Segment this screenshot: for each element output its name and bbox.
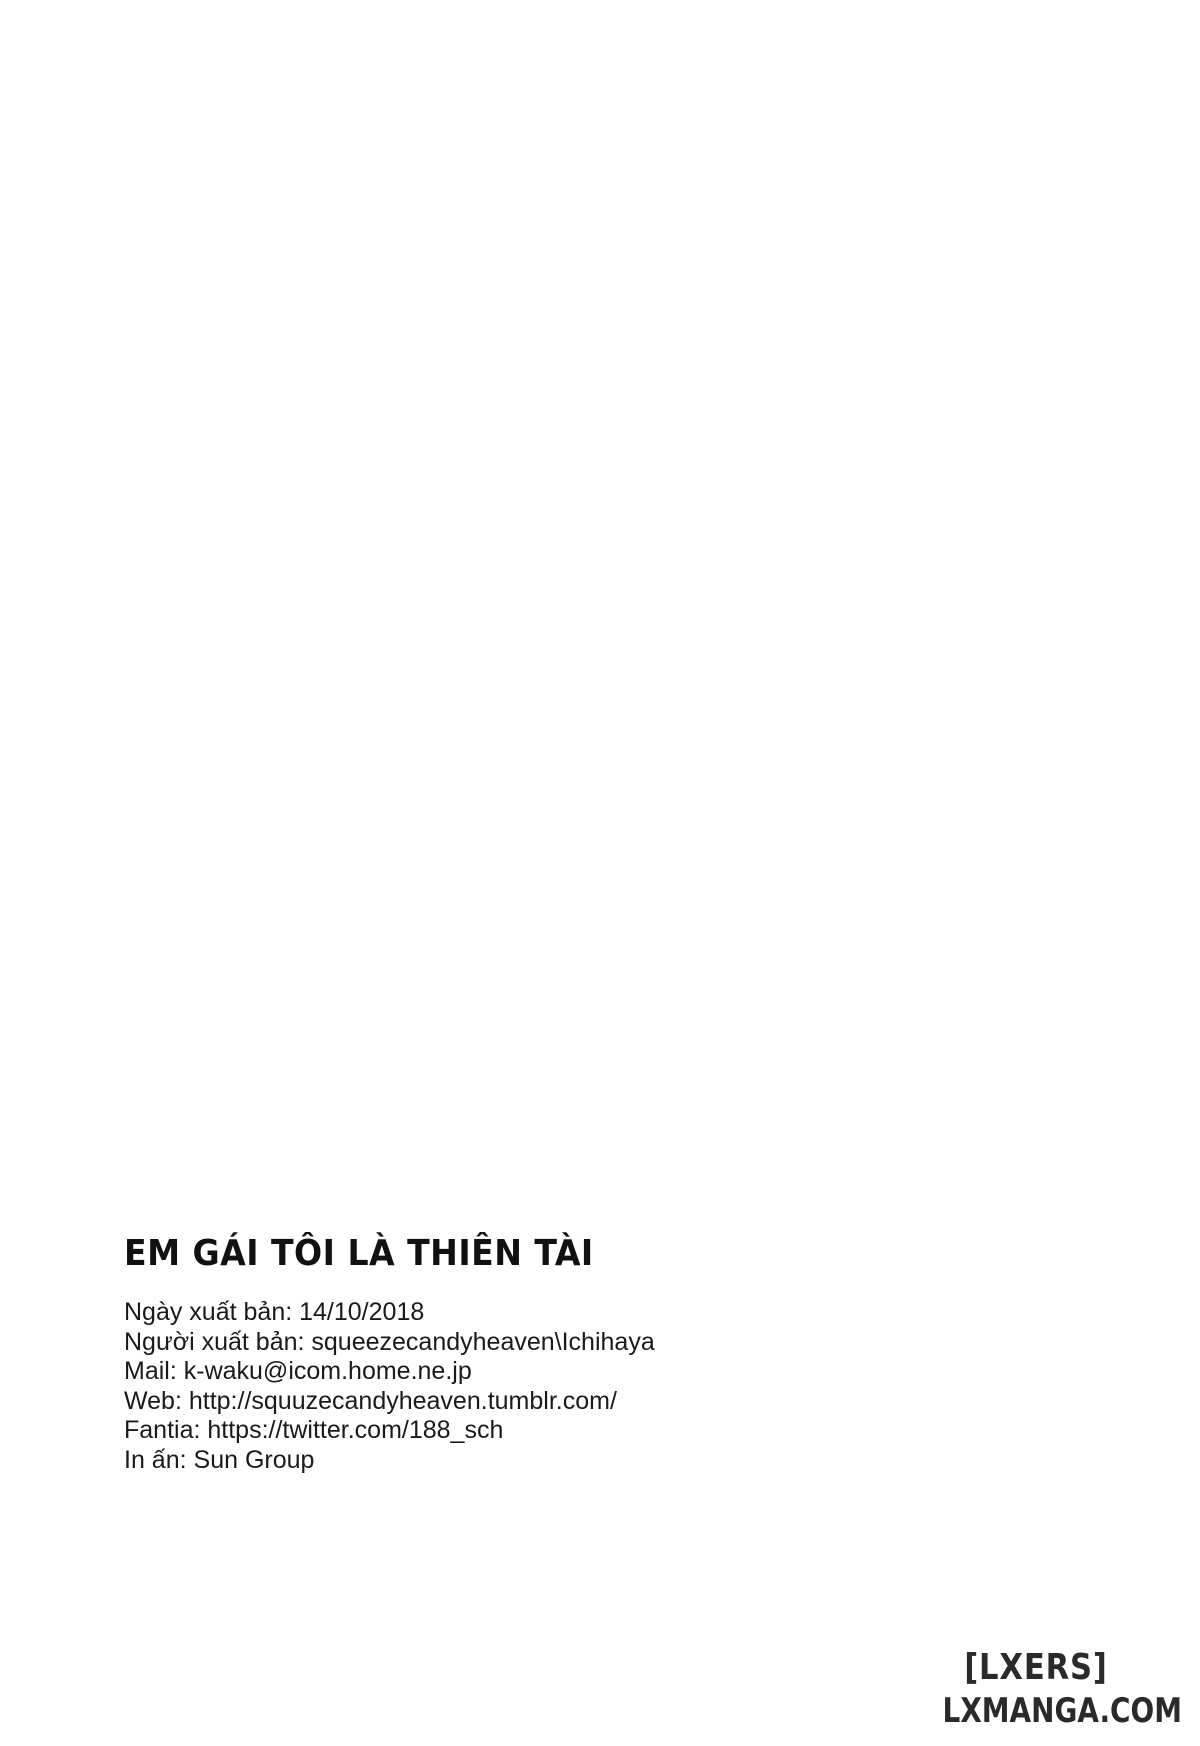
watermark-group-name: [LXERS] [964,1647,1108,1688]
colophon [124,1232,1024,1475]
publication-info-list [124,1298,1024,1475]
info-value: 14/10/2018 [299,1298,425,1326]
watermark-site-name: LXMANGA.COM [942,1691,1182,1731]
info-row-publisher: Người xuất bản: squeezecandyheaven\Ichihaya [124,1327,655,1356]
info-value: k-waku@icom.home.ne.jp [183,1357,472,1385]
info-row-fantia: Fantia: https://twitter.com/188_sch [124,1416,504,1444]
info-label: Mail [124,1357,170,1385]
info-row-printing: In ấn: Sun Group [124,1445,315,1474]
info-label: Web [124,1386,175,1415]
info-value: https://twitter.com/188_sch [207,1416,504,1444]
info-row-publish-date: Ngày xuất bản: 14/10/2018 [124,1298,425,1326]
info-label: In ấn [124,1445,180,1474]
book-title: EM GÁI TÔI LÀ THIÊN TÀI [124,1233,594,1274]
info-row-web: Web: http://squuzecandyheaven.tumblr.com/ [124,1386,617,1415]
site-watermark [890,1647,1182,1731]
info-label: Fantia [124,1416,194,1444]
info-value: Sun Group [193,1445,315,1474]
info-label: Ngày xuất bản [124,1298,286,1326]
info-row-mail: Mail: k-waku@icom.home.ne.jp [124,1357,472,1385]
info-value: squeezecandyheaven\Ichihaya [311,1327,655,1356]
info-label: Người xuất bản [124,1327,298,1356]
info-value: http://squuzecandyheaven.tumblr.com/ [188,1386,617,1415]
